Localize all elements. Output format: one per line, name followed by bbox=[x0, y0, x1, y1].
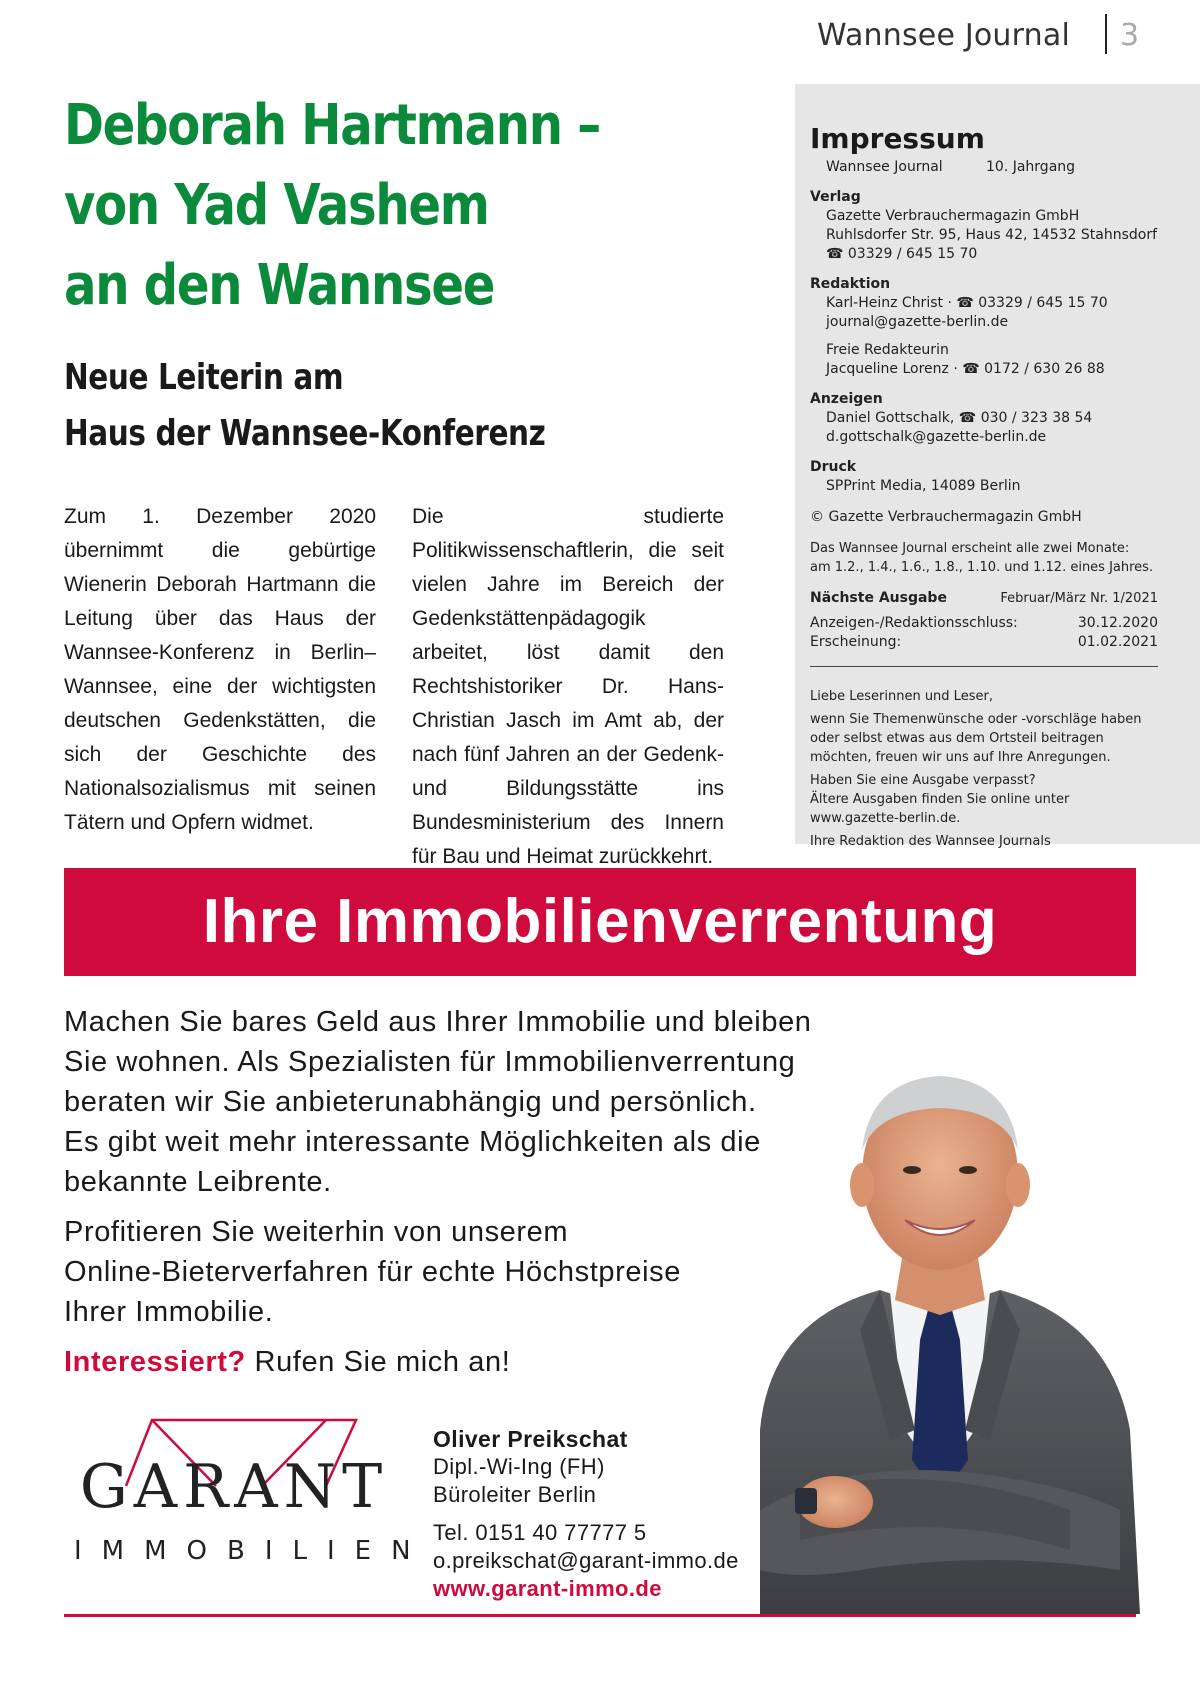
headline-line-3: an den Wannsee bbox=[64, 253, 495, 318]
ad-body bbox=[64, 1002, 924, 1382]
freie-contact: Jacqueline Lorenz · ☎ 0172 / 630 26 88 bbox=[826, 361, 1105, 377]
cta-accent: Interessiert? bbox=[64, 1346, 246, 1378]
reader-text-3: möchten, freuen wir uns auf Ihre Anregungen. bbox=[810, 750, 1111, 765]
article-column-2: Die studierte Politikwissenschaftlerin, die seit vielen Jahre im Bereich der Gedenkstättenpädagogik arbeitet, löst damit den Rechtshistoriker Dr. Hans-Christian Jasch im Amt ab, der nach fünf Jahren an der Gedenk- und Bildungsstätte ins Bundesministerium des Innern für Bau und Heimat zurückkehrt. bbox=[412, 505, 724, 868]
ad-paragraph-2 bbox=[64, 1212, 924, 1332]
deadline-row bbox=[810, 614, 1158, 633]
ad-paragraph-1 bbox=[64, 1002, 924, 1202]
logo-subline: IMMOBILIEN bbox=[74, 1536, 431, 1566]
verlag-phone: ☎ 03329 / 645 15 70 bbox=[826, 246, 978, 262]
reader-greeting: Liebe Leserinnen und Leser, bbox=[810, 689, 993, 704]
ad-p2-line-3: Ihrer Immobilie. bbox=[64, 1296, 274, 1328]
reader-text-1: wenn Sie Themenwünsche oder -vorschläge haben bbox=[810, 712, 1142, 727]
frequency-line-2: am 1.2., 1.4., 1.6., 1.8., 1.10. und 1.12. eines Jahres. bbox=[810, 560, 1154, 575]
subhead-line-2: Haus der Wannsee-Konferenz bbox=[64, 413, 546, 454]
impressum-content bbox=[810, 122, 1158, 851]
article-subhead bbox=[64, 350, 654, 462]
contact-email[interactable]: o.preikschat@garant-immo.de bbox=[433, 1548, 739, 1573]
contact-name: Oliver Preikschat bbox=[433, 1426, 628, 1452]
impressum-signoff: Ihre Redaktion des Wannsee Journals bbox=[810, 834, 1051, 849]
cta-rest: Rufen Sie mich an! bbox=[245, 1346, 511, 1378]
release-row bbox=[810, 633, 1158, 652]
ad-bottom-rule bbox=[64, 1614, 1136, 1617]
anzeigen-contact: Daniel Gottschalk, ☎ 030 / 323 38 54 bbox=[826, 410, 1093, 426]
ad-p1-line-5: bekannte Leibrente. bbox=[64, 1166, 332, 1198]
logo-wordmark: GARANT bbox=[79, 1452, 389, 1522]
druck-value: SPPrint Media, 14089 Berlin bbox=[826, 478, 1021, 494]
next-issue-label: Nächste Ausgabe bbox=[810, 590, 947, 606]
ad-call-to-action bbox=[64, 1342, 924, 1382]
frequency-line-1: Das Wannsee Journal erscheint alle zwei Monate: bbox=[810, 541, 1130, 556]
page-number: 3 bbox=[1120, 18, 1140, 53]
ad-p2-line-1: Profitieren Sie weiterhin von unserem bbox=[64, 1216, 569, 1248]
release-value: 01.02.2021 bbox=[1077, 634, 1158, 650]
ad-contact bbox=[433, 1425, 793, 1603]
running-head-journal: Wannsee Journal bbox=[817, 18, 1070, 53]
header-divider bbox=[1105, 14, 1107, 54]
redaktion-label: Redaktion bbox=[810, 276, 891, 292]
missed-1: Haben Sie eine Ausgabe verpasst? bbox=[810, 773, 1036, 788]
deadline-label: Anzeigen-/Redaktionsschluss: bbox=[810, 615, 1018, 631]
impressum-journal-row bbox=[810, 158, 1158, 177]
impressum-copyright: © Gazette Verbrauchermagazin GmbH bbox=[810, 509, 1082, 525]
impressum-year: 10. Jahrgang bbox=[986, 159, 1076, 175]
druck-label: Druck bbox=[810, 459, 857, 475]
impressum-divider bbox=[810, 666, 1158, 667]
anzeigen-label: Anzeigen bbox=[810, 391, 883, 407]
garant-logo bbox=[64, 1400, 431, 1580]
deadline-value: 30.12.2020 bbox=[1077, 615, 1158, 631]
contact-website[interactable]: www.garant-immo.de bbox=[433, 1576, 662, 1601]
release-label: Erscheinung: bbox=[810, 634, 902, 650]
redaktion-email: journal@gazette-berlin.de bbox=[826, 314, 1009, 330]
missed-3: www.gazette-berlin.de. bbox=[810, 811, 961, 826]
verlag-label: Verlag bbox=[810, 189, 861, 205]
ad-p1-line-3: beraten wir Sie anbieterunabhängig und persönlich. bbox=[64, 1086, 757, 1118]
article-headline bbox=[64, 86, 649, 326]
headline-line-2: von Yad Vashem bbox=[64, 173, 489, 238]
contact-title: Dipl.-Wi-Ing (FH) bbox=[433, 1454, 605, 1479]
missed-2: Ältere Ausgaben finden Sie online unter bbox=[810, 792, 1070, 807]
redaktion-contact: Karl-Heinz Christ · ☎ 03329 / 645 15 70 bbox=[826, 295, 1108, 311]
ad-p1-line-1: Machen Sie bares Geld aus Ihrer Immobilie und bleiben bbox=[64, 1006, 812, 1038]
impressum-title: Impressum bbox=[810, 122, 985, 155]
anzeigen-email: d.gottschalk@gazette-berlin.de bbox=[826, 429, 1047, 445]
impressum-journal: Wannsee Journal bbox=[826, 159, 943, 175]
ad-p1-line-2: Sie wohnen. Als Spezialisten für Immobilienverrentung bbox=[64, 1046, 796, 1078]
ad-p1-line-4: Es gibt weit mehr interessante Möglichkeiten als die bbox=[64, 1126, 761, 1158]
freie-label: Freie Redakteurin bbox=[826, 342, 949, 358]
subhead-line-1: Neue Leiterin am bbox=[64, 357, 344, 398]
article-column-1: Zum 1. Dezember 2020 übernimmt die gebürtige Wienerin Deborah Hartmann die Leitung über das Haus der Wannsee-Konferenz in Berlin–Wannsee, eine der wichtigsten deutschen Gedenkstätten, die sich der Geschichte des Nationalsozialismus mit seinen Tätern und Opfern widmet. bbox=[64, 505, 376, 834]
reader-text-2: oder selbst etwas aus dem Ortsteil beitragen bbox=[810, 731, 1104, 746]
next-issue-row bbox=[810, 589, 1158, 608]
verlag-address: Ruhlsdorfer Str. 95, Haus 42, 14532 Stahnsdorf bbox=[826, 227, 1158, 243]
contact-phone[interactable]: Tel. 0151 40 77777 5 bbox=[433, 1520, 647, 1545]
ad-p2-line-2: Online-Bieterverfahren für echte Höchstpreise bbox=[64, 1256, 681, 1288]
headline-line-1: Deborah Hartmann – bbox=[64, 93, 600, 158]
next-issue-value: Februar/März Nr. 1/2021 bbox=[1000, 591, 1158, 606]
ad-banner: Ihre Immobilienverrentung bbox=[64, 868, 1136, 976]
impressum-box bbox=[795, 84, 1200, 849]
verlag-name: Gazette Verbrauchermagazin GmbH bbox=[826, 208, 1080, 224]
contact-role: Büroleiter Berlin bbox=[433, 1482, 597, 1507]
